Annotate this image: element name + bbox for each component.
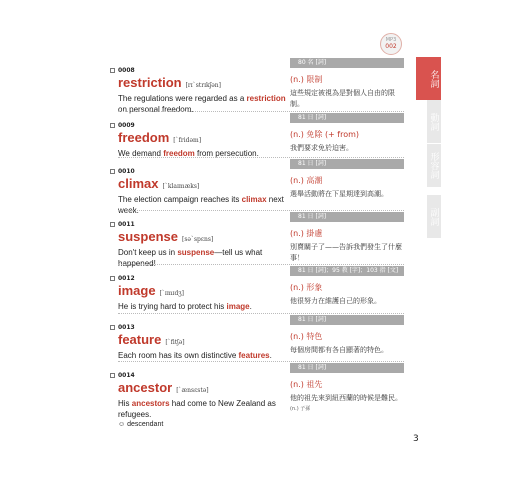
entry-id: 0010 bbox=[118, 167, 135, 175]
entry-id: 0008 bbox=[118, 66, 135, 74]
divider bbox=[118, 111, 404, 112]
chinese-translation: 這些規定被視為是對個人自由的限制。 bbox=[290, 89, 395, 108]
example-sentence: His ancestors had come to New Zealand as refugees. bbox=[118, 399, 276, 419]
part-of-speech: (n.) 特色 bbox=[290, 332, 323, 341]
side-tab-adjective[interactable] bbox=[427, 144, 441, 187]
entry-word: freedom bbox=[118, 130, 170, 145]
source-bar: 81 日 [詞] bbox=[290, 159, 404, 169]
entry-id: 0011 bbox=[118, 220, 135, 228]
chinese-translation: 他很努力在維護自己的形象。 bbox=[290, 297, 381, 305]
example-sentence: We demand freedom from persecution. bbox=[118, 149, 259, 158]
side-tab-verb[interactable] bbox=[427, 100, 441, 143]
checkbox[interactable] bbox=[110, 169, 115, 174]
part-of-speech: (n.) 祖先 bbox=[290, 380, 323, 389]
side-tab-label: 名詞 bbox=[428, 69, 439, 88]
checkbox[interactable] bbox=[110, 325, 115, 330]
chinese-translation: 選舉活動將在下星期達到高潮。 bbox=[290, 190, 388, 198]
source-bar: 80 名 [詞] bbox=[290, 58, 404, 68]
antonym: ☺ descendant bbox=[118, 421, 164, 428]
checkbox[interactable] bbox=[110, 68, 115, 73]
side-tab-noun[interactable] bbox=[427, 57, 441, 100]
divider bbox=[118, 313, 404, 314]
example-sentence: Don't keep us in suspense—tell us what happened! bbox=[118, 248, 263, 268]
checkbox[interactable] bbox=[110, 373, 115, 378]
source-bar: 81 日 [詞]；95 教 [字]；103 指 [文] bbox=[290, 266, 404, 276]
side-tab-accent bbox=[416, 57, 427, 100]
side-tab-adverb[interactable] bbox=[427, 195, 441, 238]
entry-phonetic: [ˋfridəm] bbox=[173, 137, 202, 144]
entry-word: feature bbox=[118, 332, 162, 347]
chinese-translation: 每個房間都有各自顯著的特色。 bbox=[290, 346, 388, 354]
checkbox[interactable] bbox=[110, 222, 115, 227]
entry-phonetic: [səˋspɛns] bbox=[181, 236, 214, 243]
entry-word: ancestor bbox=[118, 380, 173, 395]
checkbox[interactable] bbox=[110, 123, 115, 128]
entry-phonetic: [ˋɪmɪdʒ] bbox=[159, 290, 185, 297]
divider bbox=[118, 264, 404, 265]
part-of-speech: (n.) 免除 (+ from) bbox=[290, 130, 360, 139]
entry-phonetic: [ˋfitʃə] bbox=[165, 339, 185, 346]
entry-phonetic: [ˋænsɛstə] bbox=[176, 387, 209, 394]
divider bbox=[118, 210, 404, 211]
side-tab-label: 形容詞 bbox=[428, 152, 439, 179]
divider bbox=[118, 361, 404, 362]
divider bbox=[118, 157, 404, 158]
chinese-translation: 他的祖先來到紐西蘭的時候是難民。 bbox=[290, 394, 402, 402]
entry-word: image bbox=[118, 283, 156, 298]
part-of-speech: (n.) 高潮 bbox=[290, 176, 323, 185]
entry-id: 0014 bbox=[118, 371, 135, 379]
example-sentence: Each room has its own distinctive features. bbox=[118, 351, 272, 360]
source-bar: 81 日 [詞] bbox=[290, 363, 404, 373]
example-sentence: He is trying hard to protect his image. bbox=[118, 302, 252, 311]
entry-word: restriction bbox=[118, 75, 182, 90]
antonym-translation: (n.) 子孫 bbox=[290, 406, 311, 412]
example-sentence: The regulations were regarded as a restriction on personal freedom. bbox=[118, 94, 286, 114]
entry-id: 0013 bbox=[118, 323, 135, 331]
mp3-badge[interactable] bbox=[380, 33, 402, 55]
chinese-translation: 我們要求免於迫害。 bbox=[290, 144, 353, 152]
part-of-speech: (n.) 限制 bbox=[290, 75, 323, 84]
source-bar: 81 日 [詞] bbox=[290, 315, 404, 325]
checkbox[interactable] bbox=[110, 276, 115, 281]
entry-word: climax bbox=[118, 176, 159, 191]
part-of-speech: (n.) 形象 bbox=[290, 283, 323, 292]
entry-word: suspense bbox=[118, 229, 178, 244]
side-tab-label: 副詞 bbox=[428, 207, 439, 226]
example-sentence: The election campaign reaches its climax next week. bbox=[118, 195, 284, 215]
chinese-translation: 別賣關子了——告訴我們發生了什麼事！ bbox=[290, 243, 402, 262]
source-bar: 81 日 [詞] bbox=[290, 212, 404, 222]
part-of-speech: (n.) 掛慮 bbox=[290, 229, 323, 238]
mp3-label: MP3 bbox=[385, 37, 397, 43]
entry-id: 0012 bbox=[118, 274, 135, 282]
entry-id: 0009 bbox=[118, 121, 135, 129]
source-bar: 81 日 [詞] bbox=[290, 113, 404, 123]
side-tab-label: 動詞 bbox=[428, 112, 439, 131]
mp3-track-number: 002 bbox=[385, 43, 397, 50]
entry-phonetic: [rɪˋstrɪkʃən] bbox=[185, 82, 222, 89]
page-number: 3 bbox=[413, 434, 419, 444]
entry-phonetic: [ˋklaɪmæks] bbox=[162, 183, 200, 190]
